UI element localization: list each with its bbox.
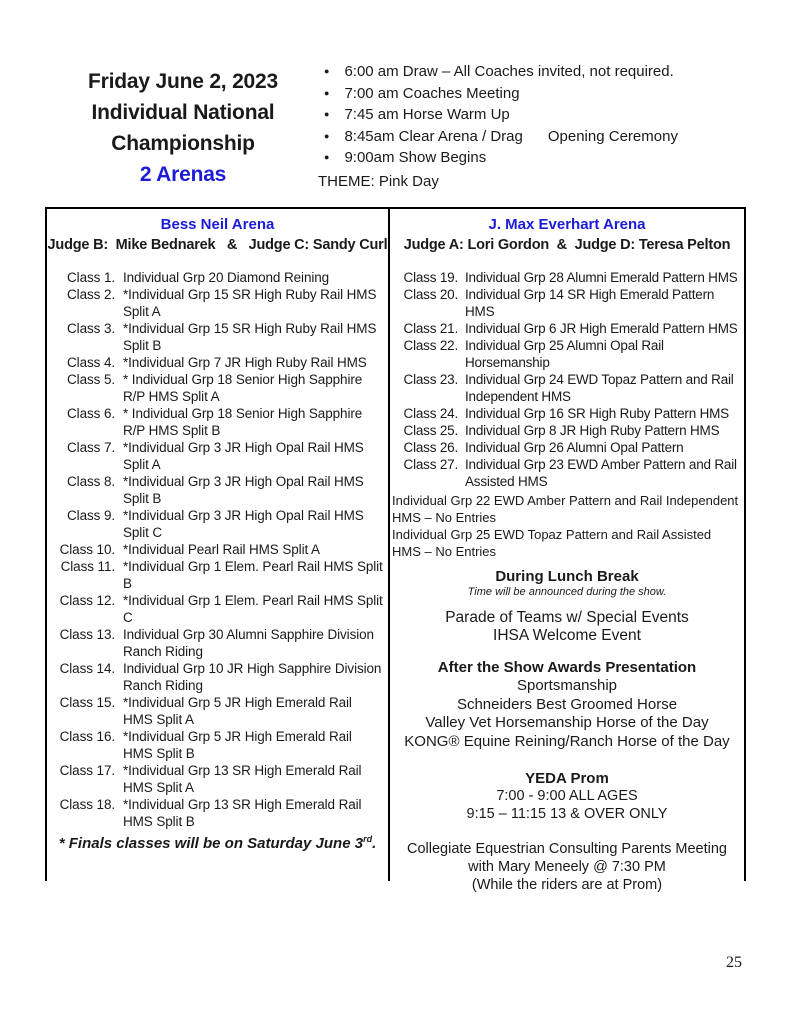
finals-footnote-period: . xyxy=(372,835,377,852)
yeda-prom-heading: YEDA Prom xyxy=(525,770,609,787)
class-number: Class 10. xyxy=(59,542,115,557)
class-description: *Individual Grp 5 JR High Emerald Rail HMS Split A xyxy=(123,695,352,727)
morning-schedule xyxy=(318,62,758,191)
class-description: *Individual Grp 1 Elem. Pearl Rail HMS Split B xyxy=(123,559,383,591)
class-number: Class 26. xyxy=(403,440,458,455)
class-row xyxy=(400,371,744,405)
schedule-item-text: 7:00 am Coaches Meeting xyxy=(344,84,520,102)
class-row xyxy=(400,320,744,337)
class-description: *Individual Grp 3 JR High Opal Rail HMS Split A xyxy=(123,440,364,472)
finals-footnote xyxy=(47,834,388,852)
no-entries-list xyxy=(390,492,744,560)
j-max-everhart-arena-column xyxy=(390,209,744,893)
class-row xyxy=(400,439,744,456)
class-row xyxy=(57,762,388,796)
prom-time-line: 7:00 - 9:00 ALL AGES xyxy=(496,788,638,804)
lunch-events-list xyxy=(390,609,744,645)
schedule-item-text: 8:45am Clear Arena / Drag Opening Ceremony xyxy=(344,127,678,145)
bess-neil-arena-column xyxy=(47,209,388,881)
class-description: *Individual Grp 15 SR High Ruby Rail HMS Split B xyxy=(123,321,377,353)
award-line: Sportsmanship xyxy=(516,677,618,694)
class-description: Individual Grp 30 Alumni Sapphire Division Ranch Riding xyxy=(123,627,374,659)
awards-heading: After the Show Awards Presentation xyxy=(437,659,697,676)
schedule-item xyxy=(318,105,758,127)
class-description: Individual Grp 28 Alumni Emerald Pattern HMS xyxy=(465,270,738,285)
no-entries-line: Individual Grp 25 EWD Topaz Pattern and Rail Assisted HMS – No Entries xyxy=(392,527,712,559)
award-line: Valley Vet Horsemanship Horse of the Day xyxy=(425,714,709,731)
class-description: Individual Grp 14 SR High Emerald Pattern HMS xyxy=(465,287,715,319)
class-number: Class 1. xyxy=(67,270,115,285)
class-number: Class 13. xyxy=(59,627,115,642)
class-list-right xyxy=(390,269,744,490)
prom-times-list xyxy=(390,788,744,823)
finals-footnote-sup: rd xyxy=(363,834,373,844)
class-description: Individual Grp 25 Alumni Opal Rail Horsemanship xyxy=(465,338,664,370)
lunch-event-line: Parade of Teams w/ Special Events xyxy=(445,609,689,626)
bullet-icon: ● xyxy=(324,66,330,76)
class-description: * Individual Grp 18 Senior High Sapphire R/P HMS Split A xyxy=(123,372,363,404)
schedule-item-text: 7:45 am Horse Warm Up xyxy=(344,106,510,123)
award-line: KONG® Equine Reining/Ranch Horse of the Day xyxy=(404,732,730,750)
class-number: Class 6. xyxy=(67,406,115,421)
class-number: Class 9. xyxy=(67,508,115,523)
class-description: *Individual Grp 15 SR High Ruby Rail HMS Split A xyxy=(123,287,377,319)
class-number: Class 8. xyxy=(67,474,115,489)
award-line: Schneiders Best Groomed Horse xyxy=(456,695,678,713)
event-title xyxy=(60,66,306,190)
class-row xyxy=(57,354,388,371)
parents-meeting-line: Collegiate Equestrian Consulting Parents Meeting xyxy=(407,841,727,857)
bullet-icon: ● xyxy=(324,130,330,141)
bullet-icon: ● xyxy=(324,152,330,162)
class-row xyxy=(400,286,744,320)
class-description: Individual Grp 24 EWD Topaz Pattern and Rail Independent HMS xyxy=(465,372,734,404)
class-description: *Individual Pearl Rail HMS Split A xyxy=(123,542,320,557)
finals-footnote-text: * Finals classes will be on Saturday June 3 xyxy=(58,835,364,852)
class-description: Individual Grp 26 Alumni Opal Pattern xyxy=(465,440,684,455)
class-row xyxy=(57,473,388,507)
title-line2: Individual National xyxy=(91,101,275,124)
arena-schedule-table xyxy=(45,207,746,893)
class-number: Class 24. xyxy=(403,406,458,421)
class-row xyxy=(57,269,388,286)
arena-name-right: J. Max Everhart Arena xyxy=(488,216,646,233)
class-row xyxy=(400,269,744,286)
class-number: Class 22. xyxy=(403,338,458,353)
bullet-icon: ● xyxy=(324,87,330,98)
title-subtitle-arenas: 2 Arenas xyxy=(139,163,227,186)
class-description: Individual Grp 16 SR High Ruby Pattern HMS xyxy=(465,406,729,421)
class-row xyxy=(57,405,388,439)
class-description: *Individual Grp 5 JR High Emerald Rail HMS Split B xyxy=(123,729,352,761)
class-description: Individual Grp 10 JR High Sapphire Division Ranch Riding xyxy=(123,661,382,693)
class-number: Class 2. xyxy=(67,287,115,302)
bullet-icon: ● xyxy=(324,109,330,119)
class-description: *Individual Grp 3 JR High Opal Rail HMS Split C xyxy=(123,508,364,540)
class-row xyxy=(57,371,388,405)
class-number: Class 25. xyxy=(403,423,458,438)
theme-line: THEME: Pink Day xyxy=(318,172,439,190)
schedule-item xyxy=(318,62,758,84)
class-number: Class 14. xyxy=(59,661,115,676)
class-row xyxy=(57,592,388,626)
class-description: Individual Grp 8 JR High Ruby Pattern HMS xyxy=(465,423,720,438)
class-number: Class 11. xyxy=(60,559,115,574)
page-number: 25 xyxy=(726,954,742,971)
judges-right: Judge A: Lori Gordon & Judge D: Teresa Pelton xyxy=(403,237,731,253)
lunch-break-heading: During Lunch Break xyxy=(495,568,639,585)
class-description: *Individual Grp 7 JR High Ruby Rail HMS xyxy=(123,355,367,370)
class-number: Class 21. xyxy=(403,321,458,336)
class-number: Class 23. xyxy=(403,372,458,387)
class-description: * Individual Grp 18 Senior High Sapphire R/P HMS Split B xyxy=(123,406,363,438)
class-description: Individual Grp 6 JR High Emerald Pattern HMS xyxy=(465,321,738,336)
class-row xyxy=(57,541,388,558)
class-list-left xyxy=(47,269,388,830)
class-number: Class 4. xyxy=(67,355,115,370)
schedule-item xyxy=(318,84,758,106)
class-number: Class 5. xyxy=(67,372,115,387)
schedule-item xyxy=(318,127,758,149)
arena-name-left: Bess Neil Arena xyxy=(160,216,275,233)
class-row xyxy=(400,405,744,422)
class-row xyxy=(57,286,388,320)
parents-meeting-line: with Mary Meneely @ 7:30 PM xyxy=(468,859,666,875)
class-row xyxy=(57,694,388,728)
class-number: Class 16. xyxy=(59,729,115,744)
class-description: *Individual Grp 13 SR High Emerald Rail HMS Split A xyxy=(123,763,362,795)
judges-left: Judge B: Mike Bednarek & Judge C: Sandy Curl xyxy=(47,237,388,253)
class-number: Class 18. xyxy=(59,797,115,812)
class-row xyxy=(400,456,744,490)
class-description: *Individual Grp 3 JR High Opal Rail HMS Split B xyxy=(123,474,364,506)
schedule-list xyxy=(318,62,758,170)
class-number: Class 17. xyxy=(59,763,115,778)
class-number: Class 3. xyxy=(67,321,115,336)
class-description: Individual Grp 20 Diamond Reining xyxy=(123,270,330,285)
class-row xyxy=(57,439,388,473)
lunch-event-line: IHSA Welcome Event xyxy=(493,627,641,644)
class-row xyxy=(57,796,388,830)
class-description: *Individual Grp 13 SR High Emerald Rail HMS Split B xyxy=(123,797,362,829)
title-date: Friday June 2, 2023 xyxy=(88,70,278,93)
class-row xyxy=(400,422,744,439)
schedule-item-text: 6:00 am Draw – All Coaches invited, not required. xyxy=(344,63,674,80)
class-description: Individual Grp 23 EWD Amber Pattern and Rail Assisted HMS xyxy=(465,457,737,489)
prom-time-line: 9:15 – 11:15 13 & OVER ONLY xyxy=(466,805,668,822)
class-row xyxy=(57,728,388,762)
class-row xyxy=(400,337,744,371)
class-number: Class 12. xyxy=(59,593,115,608)
lunch-break-note: Time will be announced during the show. xyxy=(467,586,667,598)
class-row xyxy=(57,660,388,694)
class-number: Class 20. xyxy=(403,287,458,302)
class-number: Class 19. xyxy=(403,270,458,285)
parents-meeting-line: (While the riders are at Prom) xyxy=(471,877,663,893)
class-number: Class 7. xyxy=(67,440,115,455)
awards-list xyxy=(390,677,744,751)
no-entries-line: Individual Grp 22 EWD Amber Pattern and Rail Independent HMS – No Entries xyxy=(392,493,739,525)
class-number: Class 15. xyxy=(59,695,115,710)
class-description: *Individual Grp 1 Elem. Pearl Rail HMS Split C xyxy=(123,593,383,625)
class-row xyxy=(57,507,388,541)
schedule-item-text: 9:00am Show Begins xyxy=(344,149,487,166)
class-number: Class 27. xyxy=(403,457,458,472)
title-line3: Championship xyxy=(111,132,255,155)
parents-meeting-block xyxy=(390,840,744,894)
class-row xyxy=(57,626,388,660)
class-row xyxy=(57,320,388,354)
schedule-item xyxy=(318,148,758,170)
class-row xyxy=(57,558,388,592)
